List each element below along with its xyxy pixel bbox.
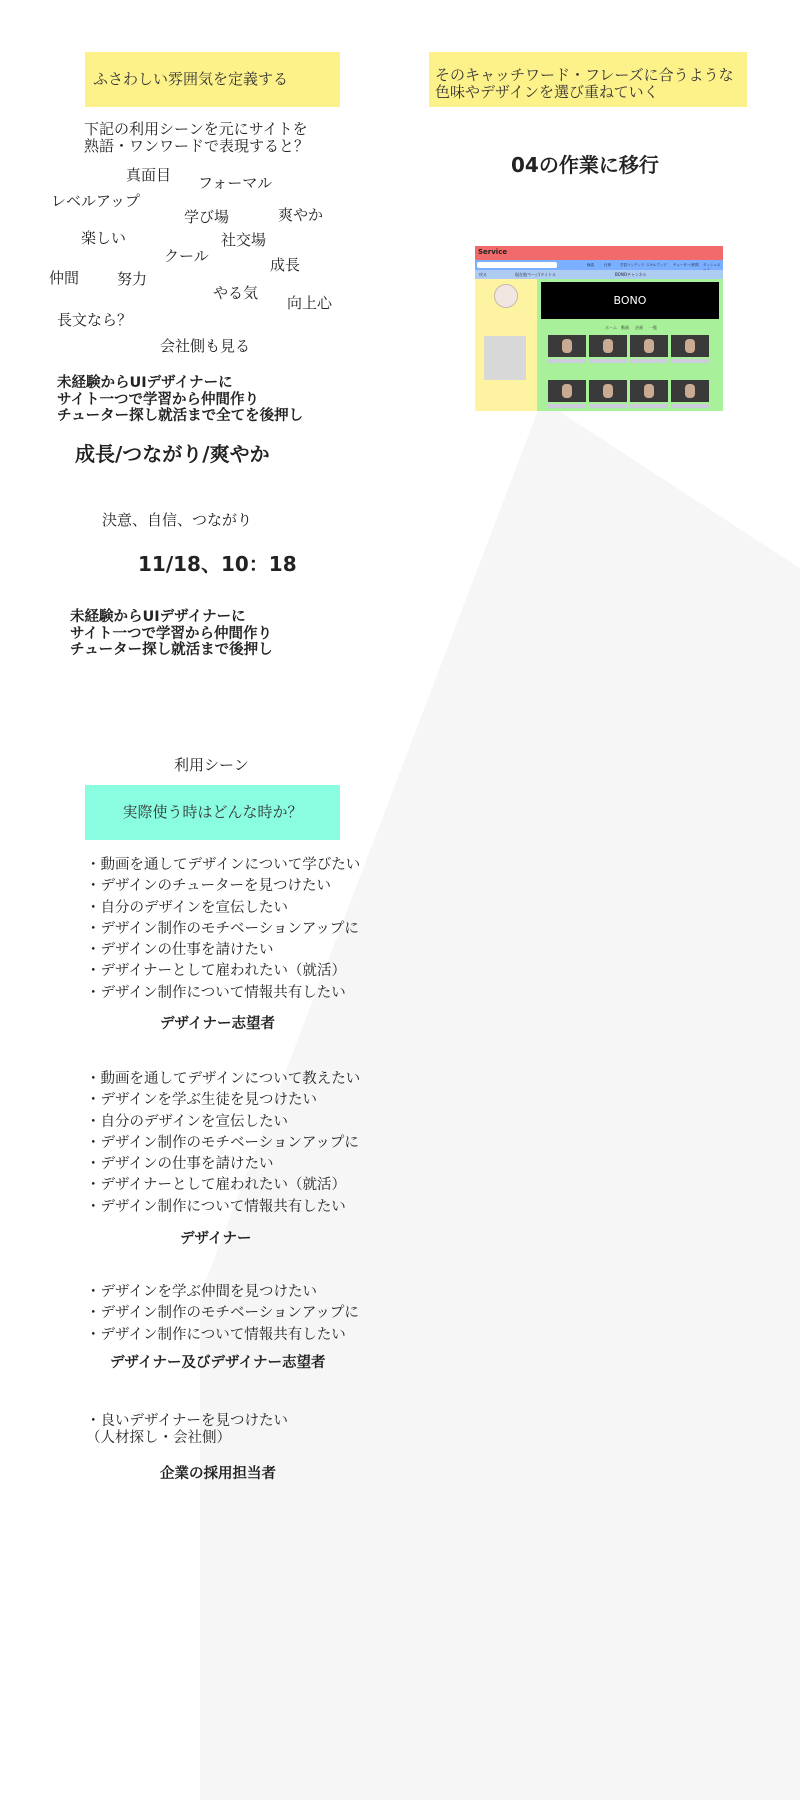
mockup-video-thumb (548, 380, 586, 402)
list-item: ・良いデザイナーを見つけたい (86, 1413, 288, 1429)
word-cool: クール (164, 247, 209, 265)
keywords-heading: 成長/つながり/爽やか (75, 442, 270, 466)
scene-note-text: 実際使う時はどんな時か？ (122, 803, 303, 821)
list-item: ・デザイン制作について情報共有したい (86, 1198, 346, 1215)
word-tanoshii: 楽しい (81, 229, 127, 247)
list-item: ・自分のデザインを宣伝したい (86, 1113, 288, 1130)
prompt-line-2: 熟語・ワンワードで表現すると？ (84, 137, 310, 155)
prompt-line-1: 下記の利用シーンを元にサイトを (84, 120, 308, 138)
tagline-2-line: サイト一つで学習から仲間作り (70, 625, 272, 642)
tagline-1-line: チューター探し就活まで全てを後押し (57, 408, 304, 424)
list-item: ・デザイン制作のモチベーションアップに (86, 1305, 359, 1322)
word-doryoku: 努力 (117, 270, 148, 288)
group-2-title: デザイナー (180, 1231, 252, 1247)
mockup-video-caption (589, 359, 627, 363)
next-step-heading: 04の作業に移行 (511, 153, 659, 177)
mockup-video-caption (589, 404, 627, 408)
group-1-list (86, 855, 360, 1004)
mockup-video-thumb (589, 380, 627, 402)
list-item: ・自分のデザインを宣伝したい (86, 899, 288, 916)
mockup-video-thumb (630, 335, 668, 357)
word-nakama: 仲間 (49, 269, 80, 287)
list-item: ・動画を通してデザインについて教えたい (86, 1071, 361, 1087)
word-koujoushin: 向上心 (287, 294, 333, 312)
word-majime: 真面目 (126, 166, 172, 184)
mockup-video-caption (548, 359, 586, 363)
mockup-video-caption (630, 359, 668, 363)
word-yaruki: やる気 (213, 284, 259, 302)
group-4-title: 企業の採用担当者 (160, 1466, 276, 1482)
word-seichou: 成長 (270, 256, 301, 274)
site-mockup[interactable] (475, 246, 723, 411)
mockup-video-caption (671, 359, 709, 363)
list-item: ・デザイナーとして雇われたい（就活） (86, 1177, 346, 1194)
word-kaisha: 会社側も見る (160, 337, 251, 355)
design-note-line: 色味やデザインを選び重ねていく (435, 82, 659, 101)
scene-label: 利用シーン (174, 756, 249, 774)
list-item: ・動画を通してデザインについて学びたい (86, 857, 361, 873)
mockup-location: 現在地ページ/タイトル (515, 272, 557, 277)
word-formal: フォーマル (198, 174, 273, 192)
word-manabiba: 学び場 (184, 208, 230, 226)
list-item: ・デザイン制作について情報共有したい (86, 984, 346, 1001)
mockup-logo: Service (478, 248, 508, 256)
list-item: （人材探し・会社側） (86, 1430, 231, 1446)
mockup-nav-item: ダッシュボ (703, 263, 721, 267)
mockup-subheader-tint (475, 270, 723, 279)
mockup-tab: ホーム (605, 325, 617, 330)
tagline-2-line: 未経験からUIデザイナーに (70, 609, 246, 625)
mockup-video-thumb (671, 380, 709, 402)
mockup-nav-item: 検索 (587, 263, 594, 267)
atmosphere-note[interactable] (85, 52, 340, 107)
group-3-title: デザイナー及びデザイナー志望者 (110, 1355, 326, 1371)
word-choubun: 長文なら？ (57, 311, 133, 329)
mockup-banner-text: BONO (613, 294, 647, 307)
design-note-line: そのキャッチワード・フレーズに合うような (435, 65, 734, 84)
tagline-1 (57, 375, 303, 425)
list-item: ・デザイン制作のモチベーションアップに (86, 920, 359, 937)
tagline-1-line: 未経験からUIデザイナーに (57, 375, 233, 391)
group-3-list (86, 1282, 359, 1346)
tagline-2 (70, 609, 273, 659)
prompt-text (84, 121, 309, 155)
mockup-video-thumb (630, 380, 668, 402)
mockup-video-thumb (671, 335, 709, 357)
mockup-video-caption (671, 404, 709, 408)
mockup-banner (541, 282, 719, 319)
list-item: ・デザインの仕事を請けたい (86, 942, 274, 959)
scene-note[interactable] (85, 785, 340, 840)
mockup-nav-item: チューター/仲間 (673, 263, 699, 267)
tagline-2-line: チューター探し就活まで後押し (70, 642, 273, 658)
group-2-list (86, 1069, 360, 1218)
mockup-tab: 動画 (621, 325, 629, 330)
keywords-secondary: 決意、自信、つながり (102, 511, 253, 529)
mockup-video-caption (630, 404, 668, 408)
mockup-video-thumb (548, 335, 586, 357)
list-item: ・デザイナーとして雇われたい（就活） (86, 963, 346, 980)
mockup-video-thumb (589, 335, 627, 357)
mockup-nav-item: 仕事 (604, 263, 611, 267)
mockup-video-caption (548, 404, 586, 408)
tagline-1-line: サイト一つで学習から仲間作り (57, 391, 259, 408)
mockup-back: 戻る (479, 272, 487, 277)
list-item: ・デザイン制作について情報共有したい (86, 1326, 346, 1343)
list-item: ・デザインのチューターを見つけたい (86, 878, 332, 895)
mockup-header (475, 246, 723, 260)
group-1-title: デザイナー志望者 (160, 1016, 275, 1032)
atmosphere-note-text: ふさわしい雰囲気を定義する (93, 70, 289, 88)
list-item: ・デザインを学ぶ生徒を見つけたい (86, 1092, 317, 1109)
list-item: ・デザイン制作のモチベーションアップに (86, 1134, 359, 1151)
mockup-nav-item: スキルアップ (646, 263, 667, 267)
design-note[interactable] (429, 52, 747, 107)
mockup-tab: 企画 (635, 325, 643, 330)
mockup-sidebar-box (484, 336, 526, 380)
word-sawayaka: 爽やか (278, 206, 324, 224)
word-levelup: レベルアップ (51, 192, 140, 210)
timestamp: 11/18、10：18 (138, 552, 297, 576)
mockup-channel: BONOチャンネル (615, 272, 647, 277)
list-item: ・デザインの仕事を請けたい (86, 1156, 274, 1173)
word-shakouba: 社交場 (221, 231, 267, 249)
group-4-list (86, 1413, 288, 1447)
list-item: ・デザインを学ぶ仲間を見つけたい (86, 1284, 317, 1300)
mockup-tab: 一覧 (649, 325, 657, 330)
mockup-nav-item: 学習コンテンツ (620, 263, 645, 267)
design-note-text (435, 67, 734, 101)
mockup-avatar (494, 284, 518, 308)
mockup-search (477, 262, 557, 268)
